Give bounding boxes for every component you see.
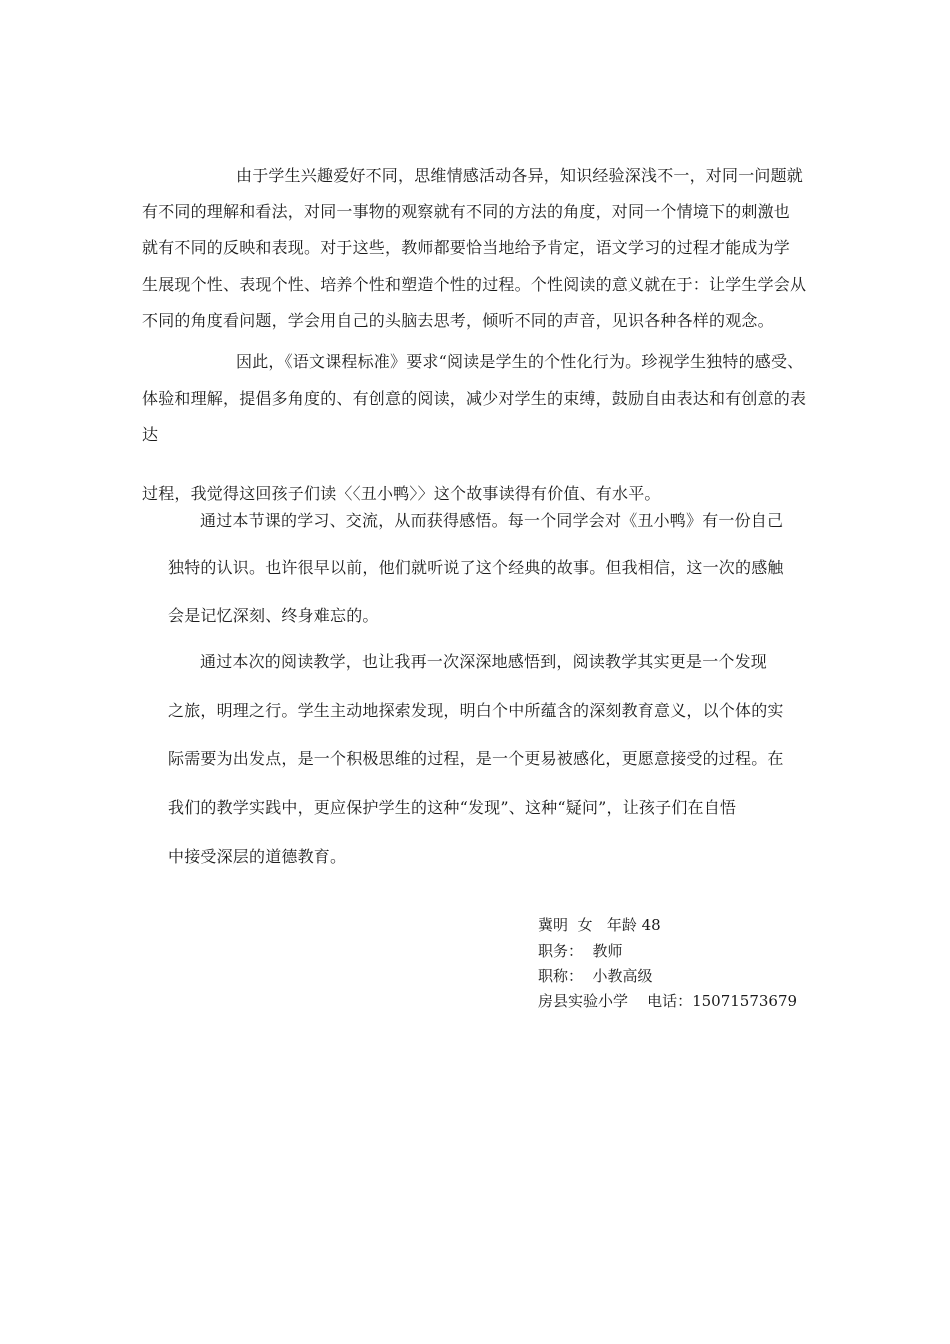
paragraph-1-line-5: 不同的角度看问题，学会用自己的头脑去思考，倾听不同的声音，见识各种各样的观念。 (142, 311, 774, 330)
paragraph-2-line-2: 体验和理解，提倡多角度的、有创意的阅读，减少对学生的束缚，鼓励自由表达和有创意的表 (142, 389, 807, 408)
paragraph-1-line-4: 生展现个性、表现个性、培养个性和塑造个性的过程。个性阅读的意义就在于：让学生学会从 (142, 275, 807, 294)
paragraph-1-line-2: 有不同的理解和看法，对同一事物的观察就有不同的方法的角度，对同一个情境下的刺激也 (142, 202, 791, 221)
author-position: 职务： 教师 (538, 942, 623, 960)
paragraph-3-line-1: 通过本节课的学习、交流，从而获得感悟。每一个同学会对《丑小鸭》有一份自己 (200, 511, 784, 530)
paragraph-1-line-1: 由于学生兴趣爱好不同，思维情感活动各异，知识经验深浅不一，对同一问题就 (236, 166, 804, 185)
paragraph-2-line-3: 达 (142, 425, 159, 444)
paragraph-4-line-1: 通过本次的阅读教学，也让我再一次深深地感悟到，阅读教学其实更是一个发现 (200, 652, 768, 671)
paragraph-4-line-3: 际需要为出发点，是一个积极思维的过程，是一个更易被感化，更愿意接受的过程。在 (168, 749, 784, 768)
paragraph-4-line-4: 我们的教学实践中，更应保护学生的这种“发现”、这种“疑问”，让孩子们在自悟 (168, 798, 737, 817)
author-school-phone: 房县实验小学 电话：15071573679 (538, 992, 798, 1010)
author-title: 职称： 小教高级 (538, 967, 653, 985)
paragraph-2-line-1: 因此，《语文课程标准》要求“阅读是学生的个性化行为。珍视学生独特的感受、 (236, 352, 804, 371)
paragraph-4-line-5: 中接受深层的道德教育。 (168, 847, 347, 866)
paragraph-3-line-2: 独特的认识。也许很早以前，他们就听说了这个经典的故事。但我相信，这一次的感触 (168, 558, 784, 577)
author-info: 冀明 女 年龄 48 (538, 916, 661, 934)
paragraph-4-line-2: 之旅，明理之行。学生主动地探索发现，明白个中所蕴含的深刻教育意义，以个体的实 (168, 701, 784, 720)
paragraph-3-line-3: 会是记忆深刻、终身难忘的。 (168, 606, 379, 625)
paragraph-2-continuation: 过程，我觉得这回孩子们读〈〈丑小鸭〉〉这个故事读得有价值、有水平。 (142, 484, 661, 503)
paragraph-1-line-3: 就有不同的反映和表现。对于这些，教师都要恰当地给予肯定，语文学习的过程才能成为学 (142, 238, 791, 257)
